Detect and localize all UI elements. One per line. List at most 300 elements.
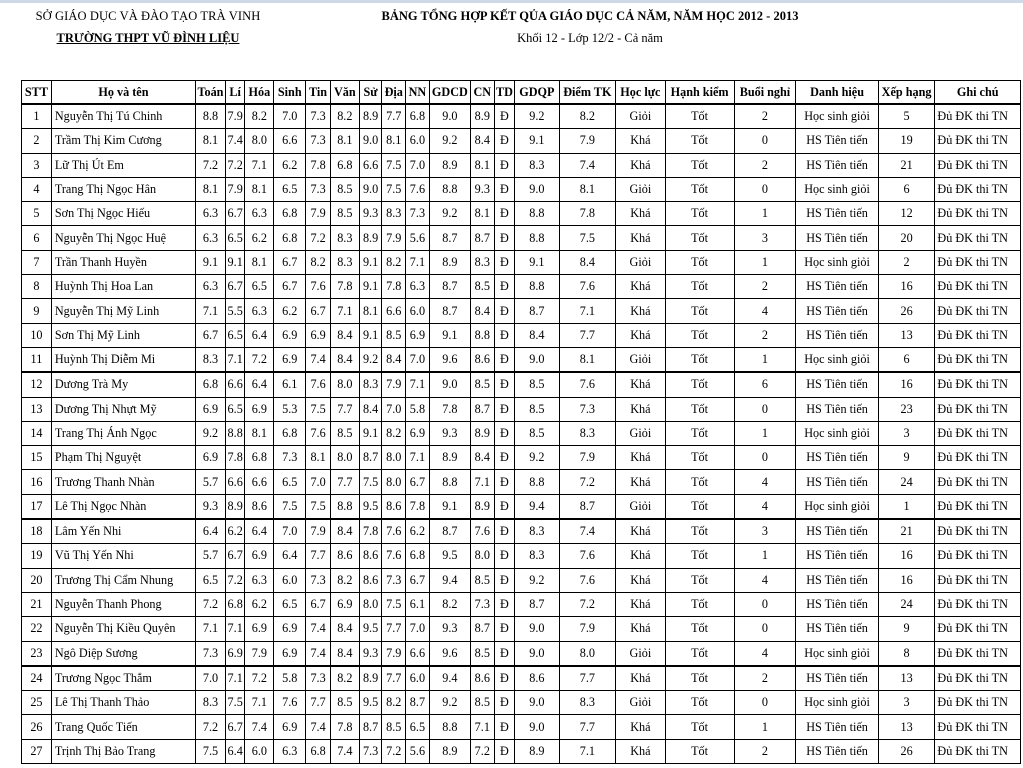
table-cell: 23 [22,641,52,666]
table-cell: 7.7 [382,617,406,641]
table-cell: 7.6 [559,372,616,397]
table-cell: Khá [616,299,665,323]
table-cell: 6.2 [245,226,274,250]
table-cell: 7.5 [225,691,245,715]
table-cell: 6.3 [245,568,274,592]
table-cell: 6.4 [245,519,274,544]
table-cell: 5.6 [406,739,430,763]
table-cell: 8.4 [382,347,406,372]
table-cell: 7.2 [196,153,226,177]
table-row [22,666,1021,691]
table-cell: 8.6 [359,568,382,592]
table-cell: 7.7 [382,666,406,691]
table-cell: Tốt [665,519,734,544]
table-cell: HS Tiên tiến [796,275,878,299]
table-cell: 7.0 [196,666,226,691]
table-cell: 8.5 [382,715,406,739]
table-cell: 20 [22,568,52,592]
table-cell: 9.3 [359,641,382,666]
table-cell: 7 [22,250,52,274]
table-cell: 8.8 [515,275,559,299]
table-cell: 8.9 [470,421,494,445]
table-cell: 8.4 [330,641,359,666]
table-cell: 7.3 [406,202,430,226]
table-cell: 8.4 [559,250,616,274]
table-cell: 8.3 [359,372,382,397]
table-cell: Đ [494,397,515,421]
table-cell: 7.8 [559,202,616,226]
table-cell: 7.0 [274,104,306,129]
table-cell: 8.7 [429,226,470,250]
table-cell: 7.6 [306,372,331,397]
table-cell: Khá [616,739,665,763]
table-cell: 7.6 [382,544,406,568]
table-cell: Đ [494,592,515,616]
table-cell: 12 [878,202,935,226]
table-cell: 26 [878,739,935,763]
table-cell: HS Tiên tiến [796,446,878,470]
table-cell: Đ [494,129,515,153]
institution-header [18,9,278,46]
table-cell: 7.3 [559,397,616,421]
table-cell: Đủ ĐK thi TN [935,347,1021,372]
table-cell: Đủ ĐK thi TN [935,275,1021,299]
table-cell: 7.5 [306,494,331,519]
table-cell: 5.8 [274,666,306,691]
table-cell: 9.3 [359,202,382,226]
table-cell: 8.3 [515,153,559,177]
table-cell: Dương Thị Nhựt Mỹ [51,397,195,421]
table-cell: 9.3 [470,177,494,201]
table-cell: Học sinh giỏi [796,250,878,274]
table-cell: 8.7 [429,275,470,299]
column-header: Danh hiệu [796,81,878,105]
table-cell: 7.2 [470,739,494,763]
table-cell: Đủ ĐK thi TN [935,299,1021,323]
table-cell: 6.7 [306,299,331,323]
table-cell: Huỳnh Thị Diễm Mi [51,347,195,372]
table-cell: 13 [878,715,935,739]
table-cell: 6.6 [245,470,274,494]
table-cell: Đ [494,715,515,739]
table-cell: 8.2 [306,250,331,274]
table-cell: 8.6 [245,494,274,519]
table-cell: 8.2 [382,421,406,445]
table-cell: 8.7 [429,299,470,323]
table-cell: 9.0 [515,177,559,201]
table-cell: 7.4 [306,347,331,372]
table-cell: 8.2 [245,104,274,129]
table-cell: 8.3 [330,226,359,250]
table-cell: 6.6 [225,470,245,494]
table-cell: Sơn Thị Mỹ Linh [51,323,195,347]
table-cell: 8.5 [330,691,359,715]
table-cell: Đ [494,299,515,323]
table-cell: 7.6 [274,691,306,715]
table-cell: HS Tiên tiến [796,397,878,421]
table-cell: 6.9 [330,592,359,616]
table-cell: 3 [878,421,935,445]
column-header: Lí [225,81,245,105]
table-cell: 9.1 [429,494,470,519]
table-cell: Khá [616,544,665,568]
column-header: Sử [359,81,382,105]
table-cell: 7.3 [306,568,331,592]
table-cell: 7.3 [359,739,382,763]
table-cell: 5 [22,202,52,226]
table-cell: 9.6 [429,347,470,372]
table-cell: 1 [734,715,796,739]
table-cell: 7.0 [406,347,430,372]
table-cell: 8.0 [330,446,359,470]
table-cell: 7.1 [406,250,430,274]
table-cell: 6.3 [196,275,226,299]
table-cell: HS Tiên tiến [796,568,878,592]
table-cell: Khá [616,372,665,397]
table-cell: 6.7 [274,275,306,299]
table-cell: Tốt [665,592,734,616]
table-cell: 7.7 [382,104,406,129]
table-cell: Đ [494,691,515,715]
table-cell: Học sinh giỏi [796,421,878,445]
table-cell: 6.7 [225,202,245,226]
table-cell: 7.2 [196,592,226,616]
table-cell: 6 [878,177,935,201]
table-cell: 6.6 [359,153,382,177]
table-cell: 8.3 [196,691,226,715]
table-cell: 8.5 [470,641,494,666]
table-cell: 7.9 [382,226,406,250]
table-cell: Tốt [665,421,734,445]
table-cell: 6.9 [225,641,245,666]
table-cell: 8.5 [382,323,406,347]
table-cell: 8.5 [470,568,494,592]
table-cell: 7.2 [225,568,245,592]
table-cell: Tốt [665,568,734,592]
table-cell: 0 [734,177,796,201]
table-cell: 6.8 [225,592,245,616]
table-cell: Lê Thị Thanh Thảo [51,691,195,715]
column-header: Văn [330,81,359,105]
table-cell: 7.1 [559,299,616,323]
table-cell: 6.6 [406,641,430,666]
table-cell: Đủ ĐK thi TN [935,129,1021,153]
table-cell: 9.3 [429,421,470,445]
table-cell: 7.3 [382,568,406,592]
table-cell: 1 [734,202,796,226]
table-cell: Học sinh giỏi [796,641,878,666]
column-header: Ghi chú [935,81,1021,105]
table-cell: 7.9 [306,519,331,544]
table-cell: HS Tiên tiến [796,299,878,323]
table-cell: 6.6 [382,299,406,323]
table-cell: 6.9 [274,617,306,641]
table-cell: 6.0 [406,666,430,691]
table-cell: HS Tiên tiến [796,202,878,226]
table-cell: 7.5 [559,226,616,250]
table-cell: Đủ ĐK thi TN [935,470,1021,494]
table-cell: Đủ ĐK thi TN [935,592,1021,616]
table-cell: Trịnh Thị Bảo Trang [51,739,195,763]
table-cell: 8.2 [429,592,470,616]
table-cell: 6.8 [330,153,359,177]
table-cell: 8.3 [515,519,559,544]
table-cell: 8 [22,275,52,299]
table-cell: 9.0 [359,177,382,201]
table-cell: Tốt [665,226,734,250]
table-cell: 8.1 [470,153,494,177]
table-cell: Tốt [665,544,734,568]
table-cell: 7.5 [196,739,226,763]
table-cell: 9.1 [225,250,245,274]
table-cell: 7.7 [306,544,331,568]
table-cell: 7.0 [406,153,430,177]
table-cell: Đủ ĐK thi TN [935,153,1021,177]
table-cell: 6.4 [245,372,274,397]
table-cell: Vũ Thị Yến Nhi [51,544,195,568]
column-header: Hạnh kiểm [665,81,734,105]
table-cell: Nguyễn Thị Mỹ Linh [51,299,195,323]
table-cell: 7.3 [306,129,331,153]
table-cell: Tốt [665,739,734,763]
table-cell: Lâm Yến Nhi [51,519,195,544]
table-cell: 6.9 [274,347,306,372]
table-row [22,372,1021,397]
table-cell: 9.0 [515,347,559,372]
table-cell: Khá [616,592,665,616]
table-row [22,104,1021,129]
table-cell: 8.9 [359,104,382,129]
table-cell: 8.5 [515,397,559,421]
table-cell: Học sinh giỏi [796,494,878,519]
table-cell: Tốt [665,691,734,715]
table-cell: 7.9 [245,641,274,666]
report-header [300,9,880,46]
table-cell: 3 [878,691,935,715]
table-cell: 8.2 [382,250,406,274]
table-cell: 8.9 [429,446,470,470]
table-cell: 9.0 [515,691,559,715]
table-cell: 6.9 [406,421,430,445]
table-cell: 8.4 [515,323,559,347]
table-cell: 8.6 [470,347,494,372]
table-cell: HS Tiên tiến [796,372,878,397]
table-cell: Trương Ngọc Thắm [51,666,195,691]
table-cell: 7.3 [196,641,226,666]
table-cell: 0 [734,691,796,715]
table-cell: 8.9 [429,250,470,274]
column-header: Xếp hạng [878,81,935,105]
table-cell: Đủ ĐK thi TN [935,397,1021,421]
table-cell: Đủ ĐK thi TN [935,177,1021,201]
table-cell: 9.2 [429,691,470,715]
table-cell: 8.5 [515,421,559,445]
table-cell: 8.4 [470,129,494,153]
table-cell: Giỏi [616,421,665,445]
table-cell: 3 [734,226,796,250]
table-cell: Đ [494,323,515,347]
table-row [22,470,1021,494]
table-cell: 7.9 [382,641,406,666]
table-cell: 26 [878,299,935,323]
table-cell: 6.7 [225,544,245,568]
table-cell: 4 [734,568,796,592]
table-cell: 9.1 [359,250,382,274]
table-cell: 8.8 [429,177,470,201]
table-cell: Đủ ĐK thi TN [935,104,1021,129]
table-cell: Giỏi [616,691,665,715]
table-cell: 6.4 [245,323,274,347]
table-cell: 24 [878,592,935,616]
table-cell: 8.1 [196,177,226,201]
table-cell: Giỏi [616,494,665,519]
table-cell: Tốt [665,446,734,470]
table-cell: Trang Quốc Tiến [51,715,195,739]
table-cell: Đủ ĐK thi TN [935,421,1021,445]
table-cell: 8.3 [196,347,226,372]
table-cell: 2 [734,739,796,763]
table-cell: 8.4 [330,519,359,544]
table-cell: Nguyễn Thị Ngọc Huệ [51,226,195,250]
table-cell: 6.9 [274,323,306,347]
table-cell: 8.3 [559,691,616,715]
table-cell: 9.2 [429,129,470,153]
table-cell: Tốt [665,250,734,274]
table-row [22,153,1021,177]
table-cell: 8.3 [382,202,406,226]
table-cell: Tốt [665,323,734,347]
table-cell: 7.5 [382,592,406,616]
table-cell: 8.8 [196,104,226,129]
table-cell: Sơn Thị Ngọc Hiếu [51,202,195,226]
column-header: Tin [306,81,331,105]
table-cell: 6.0 [245,739,274,763]
table-cell: 8.1 [559,347,616,372]
table-cell: Đủ ĐK thi TN [935,641,1021,666]
table-cell: 2 [734,666,796,691]
table-cell: 6.8 [274,202,306,226]
table-cell: Đ [494,544,515,568]
table-cell: Đ [494,250,515,274]
table-cell: 8.9 [429,739,470,763]
table-cell: 7.8 [306,153,331,177]
table-cell: 8.4 [330,617,359,641]
report-subtitle: Khối 12 - Lớp 12/2 - Cả năm [517,31,663,45]
table-cell: 21 [878,519,935,544]
table-cell: 7.6 [559,544,616,568]
table-cell: 7.6 [559,275,616,299]
table-cell: 8.1 [306,446,331,470]
table-row [22,617,1021,641]
table-cell: 8.7 [470,226,494,250]
table-cell: Đủ ĐK thi TN [935,666,1021,691]
table-cell: 8.4 [470,446,494,470]
table-cell: 7.6 [306,275,331,299]
table-cell: 9.3 [429,617,470,641]
table-row [22,202,1021,226]
table-cell: HS Tiên tiến [796,592,878,616]
table-cell: 9.1 [196,250,226,274]
table-cell: Trang Thị Ánh Ngọc [51,421,195,445]
table-cell: Đ [494,226,515,250]
table-cell: 2 [734,153,796,177]
table-cell: Đủ ĐK thi TN [935,323,1021,347]
table-cell: 7.6 [382,519,406,544]
table-row [22,544,1021,568]
table-cell: 8.1 [330,129,359,153]
table-cell: 6.9 [245,397,274,421]
table-cell: 8.5 [330,202,359,226]
table-cell: 8.6 [515,666,559,691]
table-cell: 8.3 [559,421,616,445]
column-header: Điểm TK [559,81,616,105]
table-cell: 7.8 [359,519,382,544]
table-cell: HS Tiên tiến [796,323,878,347]
table-cell: 7.9 [382,372,406,397]
table-cell: 6.5 [196,568,226,592]
table-cell: HS Tiên tiến [796,617,878,641]
table-cell: 8.5 [330,177,359,201]
table-cell: Giỏi [616,250,665,274]
column-header: Sinh [274,81,306,105]
table-cell: Đủ ĐK thi TN [935,494,1021,519]
table-row [22,715,1021,739]
table-cell: 9.5 [429,544,470,568]
table-cell: Đ [494,177,515,201]
table-cell: 6.8 [196,372,226,397]
table-cell: 7.7 [330,470,359,494]
table-cell: 8.0 [559,641,616,666]
table-cell: 8.5 [470,691,494,715]
table-cell: 8.9 [470,494,494,519]
table-cell: 9.1 [515,250,559,274]
table-cell: 9.2 [515,446,559,470]
table-cell: 7.2 [559,592,616,616]
table-cell: 9.1 [359,421,382,445]
table-cell: Khá [616,129,665,153]
table-cell: 7.1 [470,715,494,739]
table-cell: 9.0 [515,641,559,666]
table-cell: 7.4 [330,739,359,763]
table-cell: 6.7 [306,592,331,616]
table-cell: 7.4 [225,129,245,153]
table-cell: HS Tiên tiến [796,129,878,153]
table-cell: HS Tiên tiến [796,739,878,763]
table-row [22,323,1021,347]
table-cell: 8.2 [559,104,616,129]
table-cell: 8.2 [330,666,359,691]
table-cell: 7.1 [330,299,359,323]
table-cell: 6.9 [274,641,306,666]
table-cell: 6.6 [274,129,306,153]
table-cell: Khá [616,153,665,177]
table-cell: Đủ ĐK thi TN [935,226,1021,250]
table-cell: Trang Thị Ngọc Hân [51,177,195,201]
table-cell: 7.4 [559,519,616,544]
table-cell: 0 [734,397,796,421]
table-cell: 8.6 [359,544,382,568]
table-cell: Tốt [665,275,734,299]
table-cell: 21 [22,592,52,616]
table-cell: 6.9 [245,544,274,568]
table-cell: Đ [494,641,515,666]
table-cell: 8.2 [330,104,359,129]
table-cell: 8.8 [470,323,494,347]
table-cell: Đủ ĐK thi TN [935,372,1021,397]
table-cell: 5.6 [406,226,430,250]
table-cell: 6.9 [306,323,331,347]
table-cell: Đ [494,568,515,592]
